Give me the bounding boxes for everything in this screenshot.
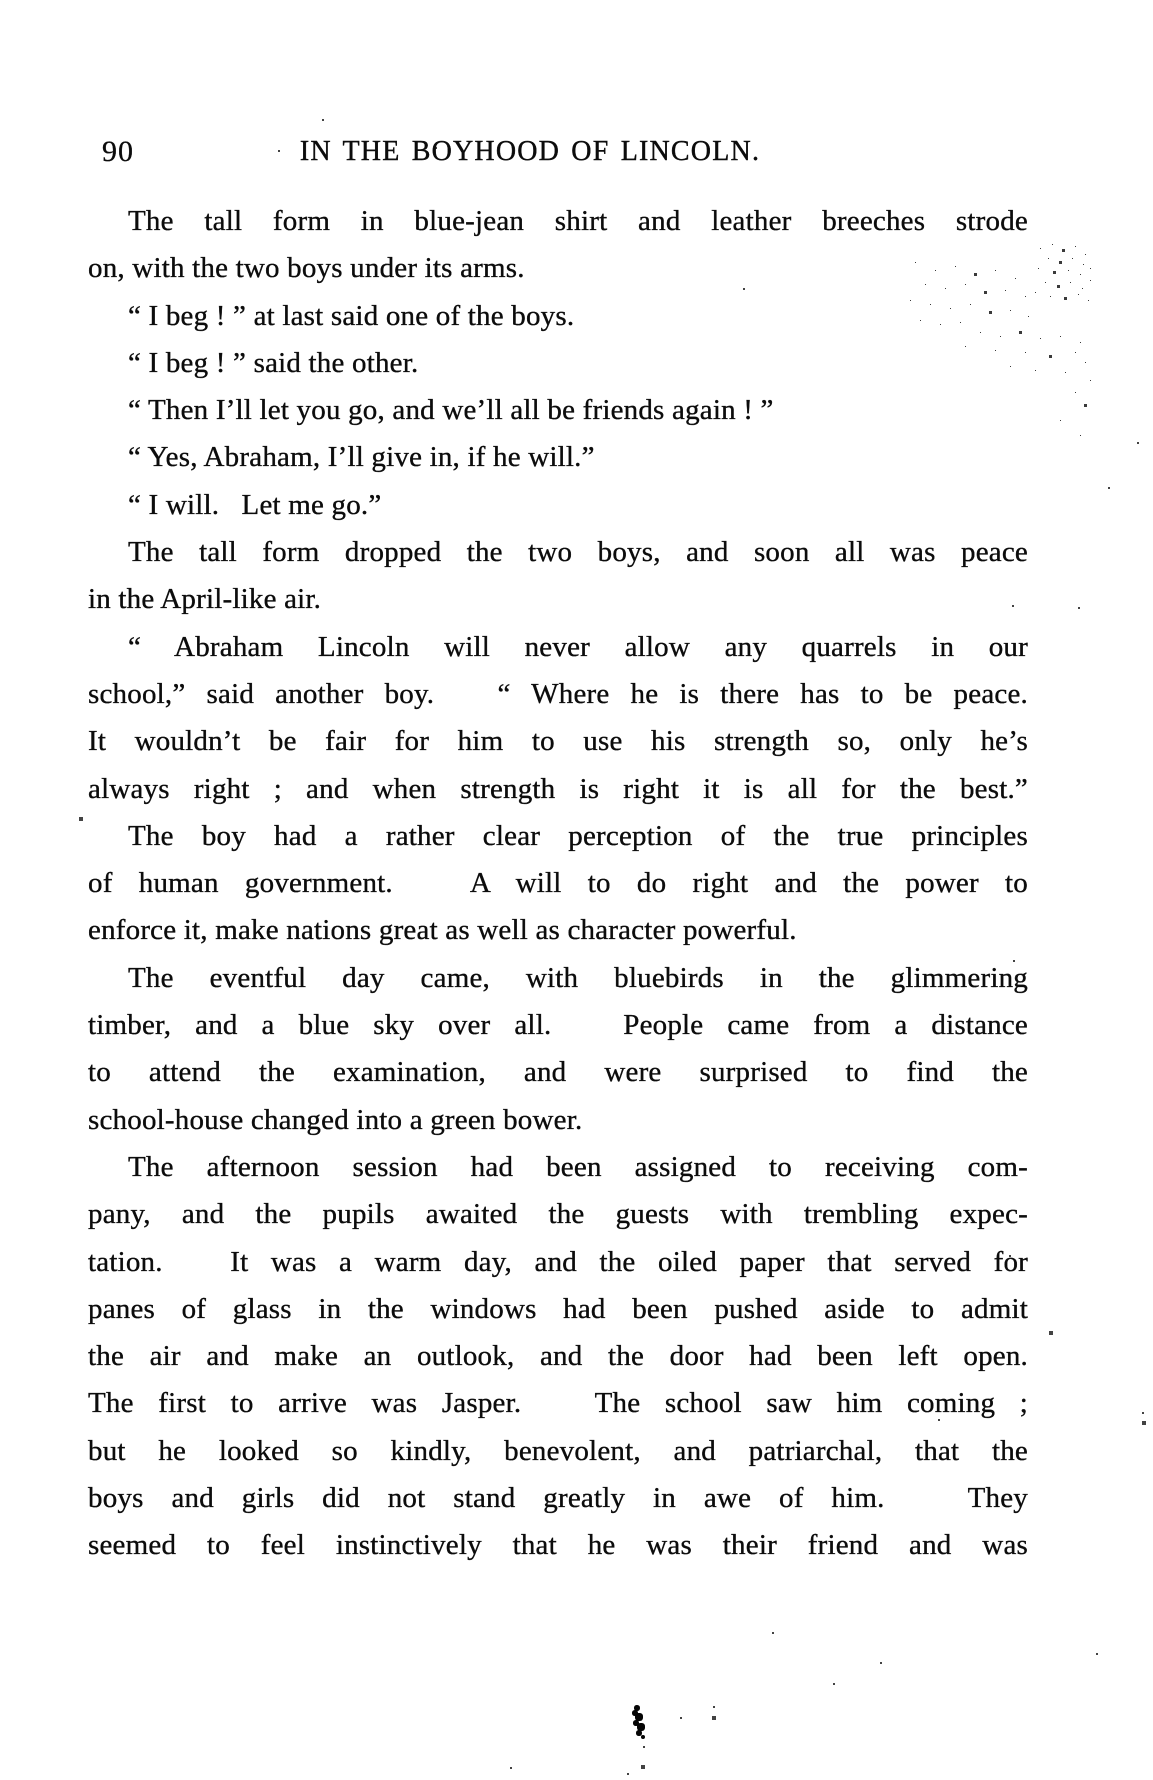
text-line: The eventful day came, with bluebirds in the glimmering	[128, 961, 1028, 994]
text-line: seemed to feel instinctively that he was their friend and was	[88, 1529, 1028, 1562]
scan-noise-stray-dots	[0, 0, 2, 2]
text-line: “ Abraham Lincoln will never allow any quarrels in our	[128, 630, 1028, 663]
text-line: boys and girls did not stand greatly in awe of him. They	[88, 1482, 1028, 1515]
text-line: tation. It was a warm day, and the oiled paper that served for	[88, 1245, 1028, 1278]
text-line: The boy had a rather clear perception of the true principles	[128, 819, 1028, 852]
text-line: of human government. A will to do right and the power to	[88, 867, 1028, 900]
text-line: school-house changed into a green bower.	[88, 1103, 583, 1136]
text-line: the air and make an outlook, and the door had been left open.	[88, 1340, 1028, 1373]
text-line: timber, and a blue sky over all. People came from a distance	[88, 1009, 1028, 1042]
text-line: to attend the examination, and were surprised to find the	[88, 1056, 1028, 1089]
text-line: on, with the two boys under its arms.	[88, 252, 525, 285]
text-line: “ I will. Let me go.”	[128, 488, 382, 521]
text-line: enforce it, make nations great as well as character powerful.	[88, 914, 797, 947]
text-line: “ I beg ! ” said the other.	[128, 346, 419, 379]
running-title: IN THE BOYHOOD OF LINCOLN.	[299, 136, 761, 167]
scan-noise-ink-blot	[633, 1703, 635, 1705]
text-line: “ I beg ! ” at last said one of the boys.	[128, 299, 575, 332]
text-line: The tall form dropped the two boys, and soon all was peace	[128, 536, 1028, 569]
text-line: school,” said another boy. “ Where he is there has to be peace.	[88, 677, 1028, 710]
text-line: The first to arrive was Jasper. The school saw him coming ;	[88, 1387, 1028, 1420]
text-line: always right ; and when strength is right it is all for the best.”	[88, 772, 1028, 805]
page-number: 90	[102, 135, 134, 168]
text-line: panes of glass in the windows had been pushed aside to admit	[88, 1292, 1028, 1325]
text-line: but he looked so kindly, benevolent, and patriarchal, that the	[88, 1434, 1028, 1467]
page-header	[88, 130, 1028, 174]
text-line: The tall form in blue-jean shirt and leather breeches strode	[128, 205, 1028, 237]
text-line: pany, and the pupils awaited the guests with trembling expec-	[88, 1198, 1028, 1231]
text-line: It wouldn’t be fair for him to use his strength so, only he’s	[88, 725, 1028, 758]
text-line: in the April-like air.	[88, 583, 322, 616]
page-body	[88, 198, 1028, 1570]
text-line: The afternoon session had been assigned to receiving com-	[128, 1150, 1028, 1183]
text-line: “ Yes, Abraham, I’ll give in, if he will.”	[128, 441, 595, 474]
text-line: “ Then I’ll let you go, and we’ll all be friends again ! ”	[128, 394, 774, 427]
